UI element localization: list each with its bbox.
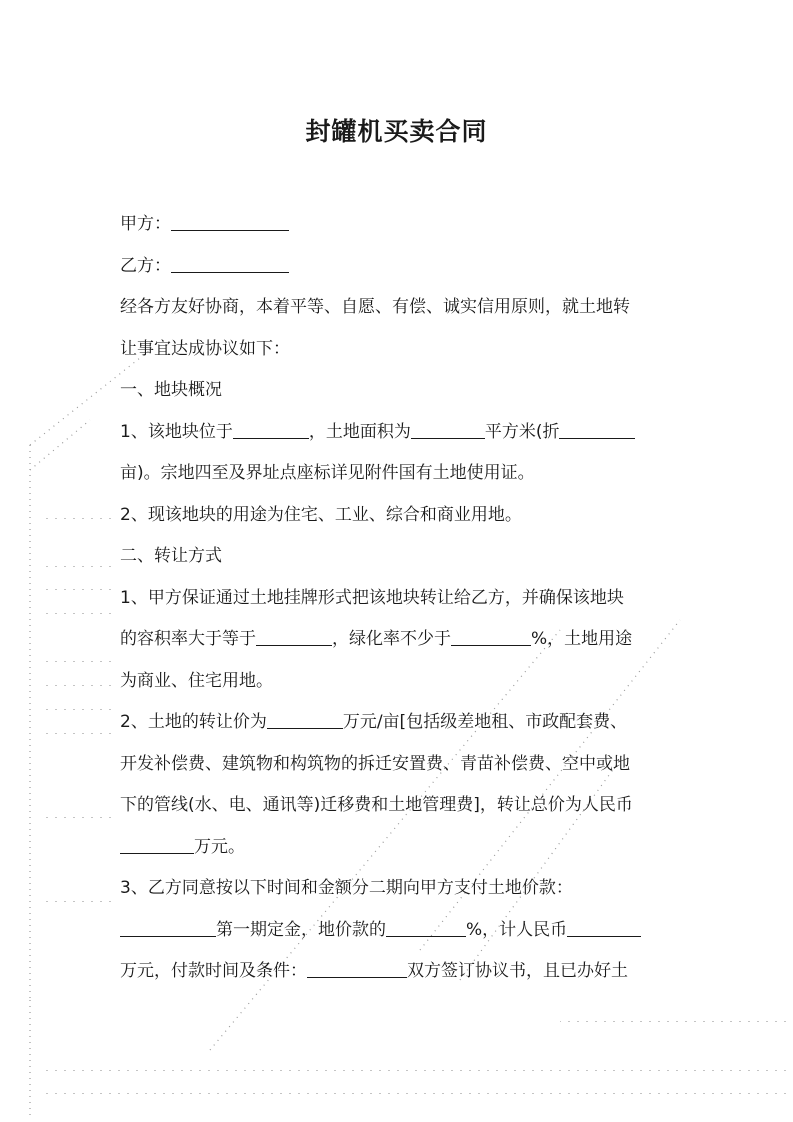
s2-item3-text-c: 万元，付款时间及条件： <box>120 961 307 981</box>
s1-item1-line1 <box>120 412 676 454</box>
phase1-blank <box>120 917 216 937</box>
party-a-line <box>120 204 676 246</box>
green-ratio-blank <box>451 626 531 646</box>
party-b-line <box>120 246 676 288</box>
intro-line-1: 经各方友好协商，本着平等、自愿、有偿、诚实信用原则，就土地转 <box>120 297 630 317</box>
s2-item2-line3: 下的管线(水、电、通讯等)迁移费和土地管理费]，转让总价为人民币 <box>120 795 633 815</box>
party-b-label: 乙方： <box>120 255 171 276</box>
s2-item1-text-c: %，土地用途 <box>531 629 633 649</box>
s2-item3-line3 <box>120 951 676 993</box>
section2-heading: 二、转让方式 <box>120 546 222 566</box>
s2-item3-line2 <box>120 910 676 952</box>
document-body <box>120 204 676 993</box>
deposit-percent-blank <box>386 917 466 937</box>
party-b-blank <box>171 253 289 273</box>
price-per-mu-blank <box>267 709 343 729</box>
deposit-amount-blank <box>567 917 641 937</box>
location-blank <box>233 419 309 439</box>
s2-item2-text-a: 2、土地的转让价为 <box>120 712 267 732</box>
s2-item1-line1: 1、甲方保证通过土地挂牌形式把该地块转让给乙方，并确保该地块 <box>120 587 624 608</box>
mu-blank <box>559 419 635 439</box>
s1-item1-text-a: 1、该地块位于 <box>120 421 233 442</box>
s2-item2-text-d: 万元。 <box>194 836 245 857</box>
s2-item3-text-a: 第一期定金，地价款的 <box>216 919 386 940</box>
intro-line-2: 让事宜达成协议如下： <box>120 338 290 359</box>
s1-item1-text-c: 平方米(折 <box>484 421 560 442</box>
s1-item1-line2: 亩)。宗地四至及界址点座标详见附件国有土地使用证。 <box>120 463 535 483</box>
s2-item3-text-d: 双方签订协议书，且已办好土 <box>407 961 628 981</box>
area-blank <box>411 419 485 439</box>
s2-item1-text-a: 的容积率大于等于 <box>120 629 256 649</box>
section1-heading: 一、地块概况 <box>120 380 222 400</box>
s2-item1-line3: 为商业、住宅用地。 <box>120 670 273 691</box>
s2-item2-line1 <box>120 702 676 744</box>
document-title: 封罐机买卖合同 <box>305 117 488 146</box>
s2-item2-line4 <box>120 827 676 869</box>
party-a-label: 甲方： <box>120 214 171 234</box>
s2-item3-line1: 3、乙方同意按以下时间和金额分二期向甲方支付土地价款： <box>120 878 573 898</box>
s2-item1-text-b: ，绿化率不少于 <box>332 629 451 649</box>
total-price-blank <box>120 834 194 854</box>
s2-item3-text-b: %，计人民币 <box>466 919 568 940</box>
s1-item1-text-b: ，土地面积为 <box>308 421 411 442</box>
plot-ratio-blank <box>256 626 332 646</box>
party-a-blank <box>171 211 289 231</box>
s1-item2: 2、现该地块的用途为住宅、工业、综合和商业用地。 <box>120 504 522 525</box>
payment-condition-blank <box>307 958 407 978</box>
s2-item2-line2: 开发补偿费、建筑物和构筑物的拆迁安置费、青苗补偿费、空中或地 <box>120 753 630 774</box>
s2-item1-line2 <box>120 619 676 661</box>
s2-item2-text-b: 万元/亩[包括级差地租、市政配套费、 <box>342 712 628 732</box>
